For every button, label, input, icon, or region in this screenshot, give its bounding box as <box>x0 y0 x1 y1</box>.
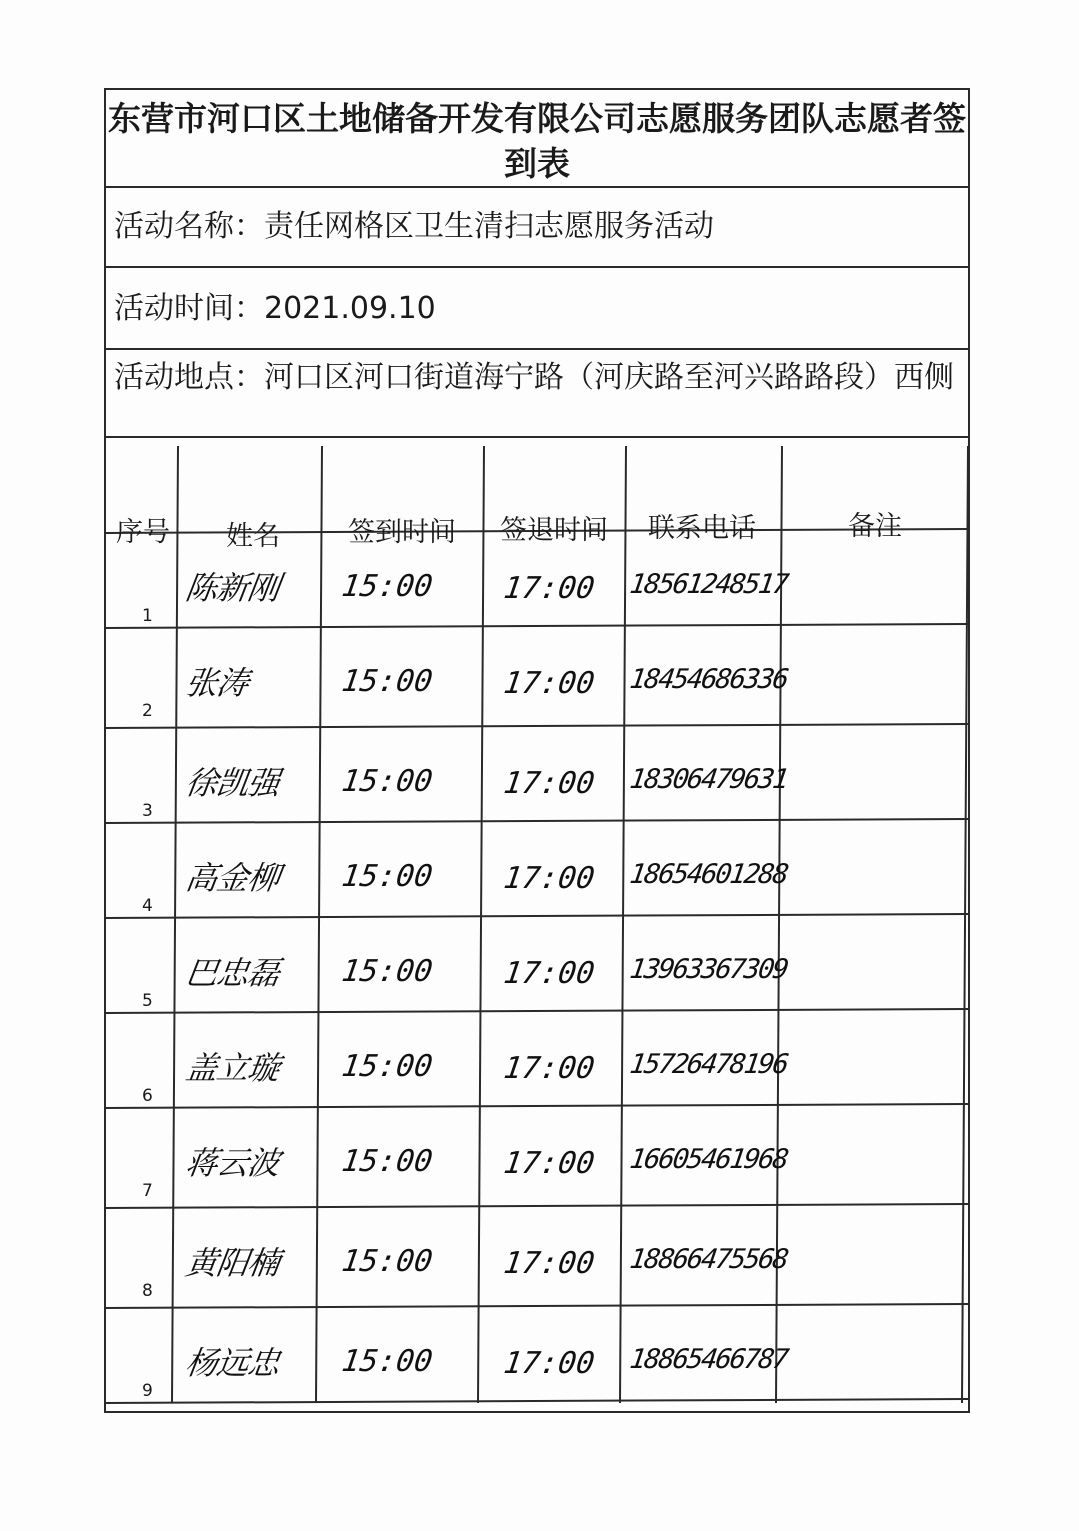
header-sign-in-time: 签到时间 <box>348 517 456 548</box>
row-phone: 15726478196 <box>627 1049 789 1080</box>
row-name-signature: 高金柳 <box>183 859 282 897</box>
sign-in-sheet <box>104 88 970 1413</box>
activity-place-label: 活动地点： <box>114 360 264 395</box>
row-divider <box>106 1399 968 1403</box>
row-phone: 13963367309 <box>627 954 789 985</box>
row-name-signature: 张涛 <box>183 664 251 702</box>
header-note: 备注 <box>848 511 902 542</box>
activity-time-value: 2021.09.10 <box>264 291 436 326</box>
header-phone: 联系电话 <box>648 513 756 544</box>
column-divider <box>620 446 626 1403</box>
row-name-signature: 杨远忠 <box>183 1344 282 1382</box>
column-divider <box>172 446 178 1403</box>
row-name-signature: 黄阳楠 <box>183 1244 282 1282</box>
row-name-signature: 陈新刚 <box>183 569 282 607</box>
row-sign-in-time: 15:00 <box>339 664 435 699</box>
activity-place-value: 河口区河口街道海宁路（河庆路至河兴路路段）西侧 <box>264 360 954 395</box>
row-sign-in-time: 15:00 <box>339 1244 435 1279</box>
row-sign-out-time: 17:00 <box>501 1346 597 1381</box>
row-name-signature: 盖立璇 <box>183 1049 282 1087</box>
row-name-signature: 徐凯强 <box>183 764 282 802</box>
row-sign-out-time: 17:00 <box>501 956 597 991</box>
row-sign-out-time: 17:00 <box>501 1051 597 1086</box>
sheet-title-text: 东营市河口区土地储备开发有限公司志愿服务团队志愿者签到表 <box>108 99 966 183</box>
row-sign-out-time: 17:00 <box>501 861 597 896</box>
row-sign-in-time: 15:00 <box>339 1049 435 1084</box>
activity-time-label: 活动时间： <box>114 291 264 326</box>
row-sign-in-time: 15:00 <box>339 954 435 989</box>
activity-name-label: 活动名称： <box>114 209 264 244</box>
row-phone: 18561248517 <box>627 569 789 600</box>
row-sign-out-time: 17:00 <box>501 1246 597 1281</box>
row-sign-in-time: 15:00 <box>339 1144 435 1179</box>
row-phone: 18454686336 <box>627 664 789 695</box>
sheet-title <box>106 90 968 188</box>
row-divider <box>106 624 968 628</box>
row-divider <box>106 1304 968 1308</box>
row-sign-in-time: 15:00 <box>339 569 435 604</box>
row-index: 8 <box>142 1281 153 1301</box>
row-index: 4 <box>142 896 153 916</box>
row-sign-out-time: 17:00 <box>501 1146 597 1181</box>
activity-time-row <box>106 268 968 350</box>
row-divider <box>106 1104 968 1108</box>
row-name-signature: 蒋云波 <box>183 1144 282 1182</box>
column-divider <box>478 446 484 1403</box>
row-index: 3 <box>142 801 153 821</box>
row-index: 6 <box>142 1086 153 1106</box>
attendance-table <box>106 438 968 1413</box>
row-index: 2 <box>142 701 153 721</box>
row-divider <box>106 819 968 823</box>
row-divider <box>106 914 968 918</box>
row-index: 5 <box>142 991 153 1011</box>
column-divider <box>316 446 322 1403</box>
row-index: 1 <box>142 606 153 626</box>
row-sign-in-time: 15:00 <box>339 1344 435 1379</box>
row-phone: 18865466787 <box>627 1344 789 1375</box>
row-phone: 16605461968 <box>627 1144 789 1175</box>
activity-name-row <box>106 188 968 268</box>
activity-place-row <box>106 350 968 438</box>
activity-name-value: 责任网格区卫生清扫志愿服务活动 <box>264 209 714 244</box>
row-index: 7 <box>142 1181 153 1201</box>
row-index: 9 <box>142 1381 153 1401</box>
column-divider <box>962 446 968 1403</box>
header-index: 序号 <box>116 517 170 548</box>
row-phone: 18306479631 <box>627 764 789 795</box>
row-divider <box>106 724 968 728</box>
row-divider <box>106 1204 968 1208</box>
row-sign-in-time: 15:00 <box>339 764 435 799</box>
row-phone: 18866475568 <box>627 1244 789 1275</box>
header-sign-out-time: 签退时间 <box>500 515 608 546</box>
row-divider <box>106 1009 968 1013</box>
row-sign-out-time: 17:00 <box>501 766 597 801</box>
row-sign-out-time: 17:00 <box>501 666 597 701</box>
row-name-signature: 巴忠磊 <box>183 954 282 992</box>
header-name: 姓名 <box>226 521 280 552</box>
row-sign-in-time: 15:00 <box>339 859 435 894</box>
row-phone: 18654601288 <box>627 859 789 890</box>
row-sign-out-time: 17:00 <box>501 571 597 606</box>
